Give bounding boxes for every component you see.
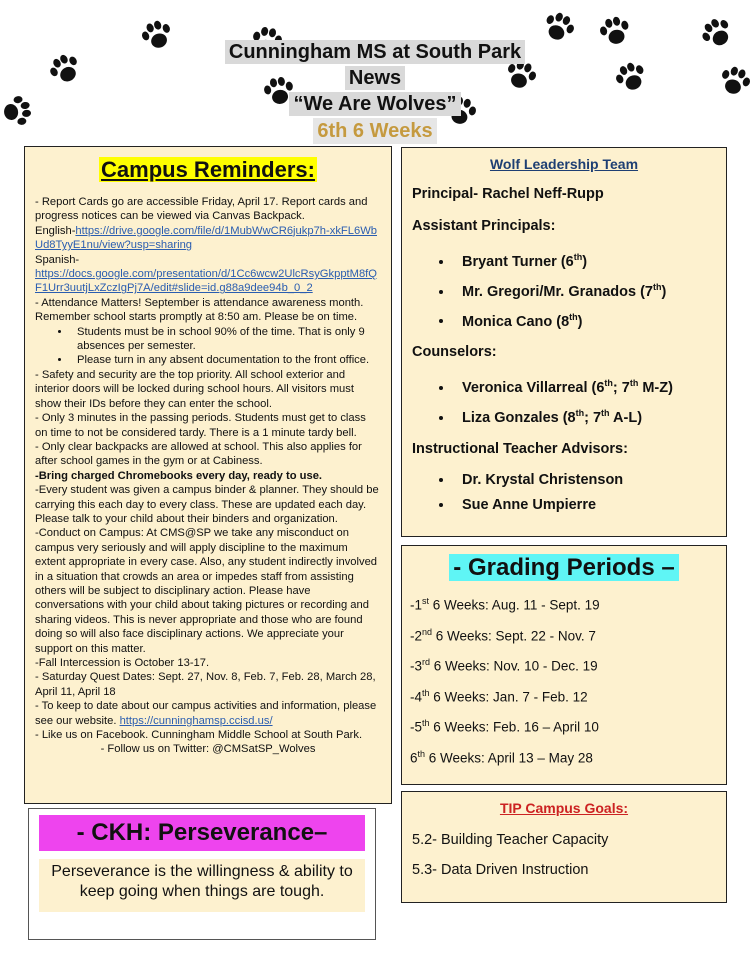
attendance-bullet: • Please turn in any absent documentation to the front office. xyxy=(71,353,381,367)
counselor-item: • Liza Gonzales (8th; 7th A-L) xyxy=(454,404,716,427)
ita-item: • Sue Anne Umpierre xyxy=(454,496,716,514)
grading-period-item: -5th 6 Weeks: Feb. 16 – April 10 xyxy=(410,718,599,735)
ckh-definition: Perseverance is the willingness & ability to keep going when things are tough. xyxy=(39,859,365,912)
campus-reminders-panel xyxy=(24,146,392,804)
newsletter-slogan: “We Are Wolves” xyxy=(0,92,750,116)
attendance-bullet: • Students must be in school 90% of the time. That is only 9 absences per semester. xyxy=(71,325,381,354)
attendance-note: - Attendance Matters! September is attendance awareness month. Remember school starts promptly at 8:50 am. Please be on time. xyxy=(35,296,364,324)
leadership-panel xyxy=(401,147,727,537)
assistant-principal-item: • Mr. Gregori/Mr. Granados (7th) xyxy=(454,278,716,301)
tip-goals-panel xyxy=(401,791,727,903)
ita-heading: Instructional Teacher Advisors: xyxy=(412,441,628,458)
grading-periods-title: - Grading Periods – xyxy=(410,554,718,582)
report-cards-note: - Report Cards go are accessible Friday, April 17. Report cards and progress notices can be viewed via Canvas Backpack. xyxy=(35,196,368,223)
intercession-note: -Fall Intercession is October 13-17. xyxy=(35,657,210,669)
ckh-title: - CKH: Perseverance– xyxy=(39,815,365,851)
grading-period-label: 6th 6 Weeks xyxy=(0,118,750,144)
spanish-report-link[interactable]: https://docs.google.com/presentation/d/1Cc6wcw2UlcRsyGkpptM8fQF1Urr3uutjLxZczIgPj7A/edit#slide=id.g88a9dee94b_0_2 xyxy=(35,268,377,295)
binder-note: -Every student was given a campus binder & planner. They should be carrying this each day to every class. These are updated each day. Please talk to your child about their binders and organization. xyxy=(35,484,379,525)
spanish-link-line xyxy=(35,267,381,296)
spanish-label: Spanish- xyxy=(35,253,80,266)
website-link[interactable]: https://cunninghamsp.ccisd.us/ xyxy=(119,714,273,727)
safety-note: - Safety and security are the top priority. All school exterior and interior doors will be locked during school hours. All visitors must show their IDs before they can enter the school. xyxy=(35,368,354,410)
ita-item: • Dr. Krystal Christenson xyxy=(454,471,716,489)
grading-period-item: 6th 6 Weeks: April 13 – May 28 xyxy=(410,748,593,765)
tip-goal-item: 5.2- Building Teacher Capacity xyxy=(412,832,609,848)
website-note: - To keep to date about our campus activities and information, please see our website. https://cunninghamsp.ccisd.us/ xyxy=(35,700,377,727)
counselor-item: • Veronica Villarreal (6th; 7th M-Z) xyxy=(454,374,716,397)
campus-reminders-title: Campus Reminders: xyxy=(101,157,315,182)
principal-line: Principal- Rachel Neff-Rupp xyxy=(412,186,604,202)
conduct-note: -Conduct on Campus: At CMS@SP we take any misconduct on campus very seriously and will apply discipline to the maximum extent appropriate in every case. Also, any student indirectly involved in a situation that crowds an area or impedes staff from assisting others will be subject to disciplinary action. Please have conversations with your child about taking pictures or recording and sharing videos. This is never appropriate and those who are found doing so will also face disciplinary actions. We appreciate your support on this matter. xyxy=(35,527,378,655)
grading-period-item: -2nd 6 Weeks: Sept. 22 - Nov. 7 xyxy=(410,626,596,643)
passing-period-note: - Only 3 minutes in the passing periods. Students must get to class on time to not be considered tardy. There is a 1 minute tardy bell. xyxy=(35,412,366,439)
counselors-heading: Counselors: xyxy=(412,344,497,361)
facebook-note: - Like us on Facebook. Cunningham Middle School at South Park. xyxy=(35,729,363,742)
grading-period-item: -3rd 6 Weeks: Nov. 10 - Dec. 19 xyxy=(410,657,598,674)
english-link-line: English-https://drive.google.com/file/d/1MubWwCR6jukp7h-xkFL6WbUd8TyyE1nu/view?usp=sharing xyxy=(35,224,377,252)
assistant-principals-heading: Assistant Principals: xyxy=(412,218,556,234)
assistant-principal-item: • Monica Cano (8th) xyxy=(454,308,716,331)
grading-period-item: -1st 6 Weeks: Aug. 11 - Sept. 19 xyxy=(410,596,600,613)
saturday-quest-note: - Saturday Quest Dates: Sept. 27, Nov. 8, Feb. 7, Feb. 28, March 28, April 11, April 18 xyxy=(35,671,376,698)
twitter-note: - Follow us on Twitter: @CMSatSP_Wolves xyxy=(100,743,316,756)
grading-periods-panel xyxy=(401,545,727,785)
backpack-note: - Only clear backpacks are allowed at school. This also applies for after school games in the gym or at Cabiness. xyxy=(35,440,362,468)
english-report-link[interactable]: https://drive.google.com/file/d/1MubWwCR6jukp7h-xkFL6WbUd8TyyE1nu/view?usp=sharing xyxy=(35,224,377,252)
grading-period-item: -4th 6 Weeks: Jan. 7 - Feb. 12 xyxy=(410,687,588,704)
tip-goal-item: 5.3- Data Driven Instruction xyxy=(412,862,589,878)
ckh-panel xyxy=(28,808,376,940)
newsletter-title: Cunningham MS at South Park xyxy=(0,40,750,64)
newsletter-subtitle: News xyxy=(0,66,750,90)
assistant-principal-item: • Bryant Turner (6th) xyxy=(454,248,716,271)
leadership-title: Wolf Leadership Team xyxy=(489,156,639,172)
chromebook-note: -Bring charged Chromebooks every day, ready to use. xyxy=(35,469,323,482)
tip-goals-title: TIP Campus Goals: xyxy=(499,800,629,816)
